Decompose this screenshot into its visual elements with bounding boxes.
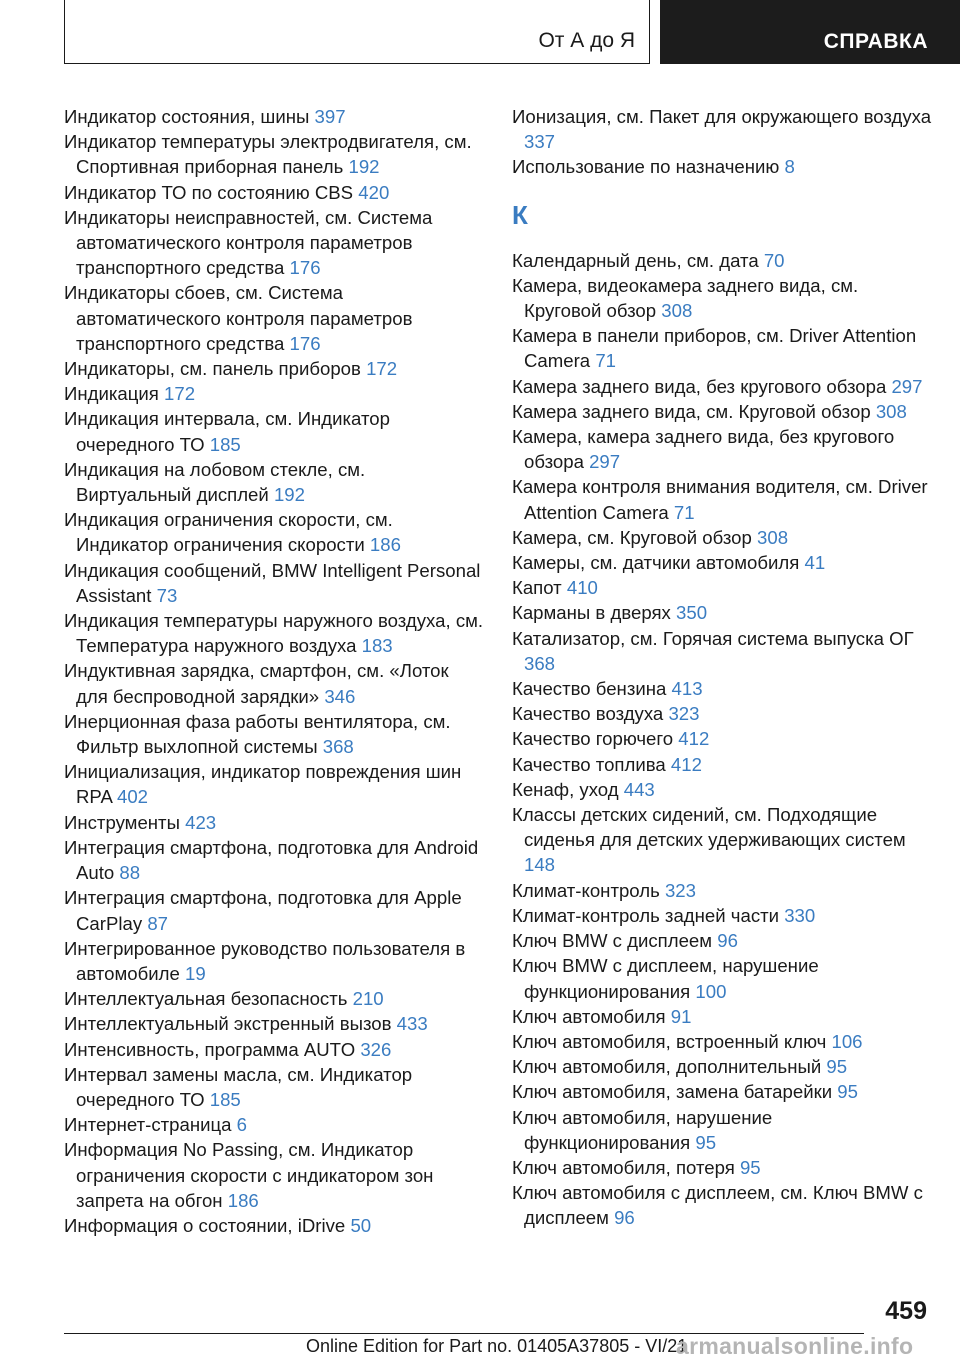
index-entry-text: Камера контроля внимания водителя, см. Driver Attention Camera [512,476,928,523]
page-reference-link[interactable]: 308 [757,526,789,548]
page-reference-link[interactable]: 412 [678,728,710,750]
index-entry-text: Информация No Passing, см. Индикатор ограничения скорости с индикатором зон запрета на обгон [64,1139,434,1211]
index-entry [512,1155,932,1180]
page-reference-link[interactable]: 71 [595,350,616,372]
index-entry-text: Ключ автомобиля, замена батарейки [512,1081,833,1103]
index-entry-text: Ключ автомобиля с дисплеем, см. Ключ BMW с дисплеем [512,1182,923,1229]
page-reference-link[interactable]: 41 [804,552,826,574]
page-reference-link[interactable]: 308 [875,400,907,422]
index-entry [64,1112,484,1137]
index-entry-text: Интегрированное руководство пользователя в автомобиле [64,937,466,984]
index-entry [512,1029,932,1054]
index-entry [512,424,932,474]
page-reference-link[interactable]: 420 [358,181,390,203]
index-entry [64,406,484,456]
page-reference-link[interactable]: 100 [695,980,727,1002]
page-reference-link[interactable]: 95 [695,1131,717,1153]
index-group-k [512,248,932,1231]
index-entry-text: Индуктивная зарядка, смартфон, см. «Лоток для беспроводной зарядки» [64,660,449,707]
index-entry-text: Индикаторы, см. панель приборов [64,358,361,380]
page-reference-link[interactable]: 192 [273,484,305,506]
index-entry-text: Интеграция смартфона, подготовка для Apple CarPlay [64,887,462,934]
page-reference-link[interactable]: 106 [831,1030,863,1052]
index-entry-text: Инициализация, индикатор повреждения шин RPA [64,761,462,808]
index-entry-text: Индикация на лобовом стекле, см. Виртуальный дисплей [64,458,366,506]
page-reference-link[interactable]: 73 [156,584,178,606]
page-reference-link[interactable]: 397 [314,106,346,127]
index-entry [512,802,932,878]
index-entry [512,903,932,928]
index-entry [64,356,484,381]
index-entry [512,953,932,1003]
index-entry [512,626,932,676]
index-entry-text: Индикатор состояния, шины [64,106,310,127]
index-entry [64,457,484,507]
index-entry [512,248,932,273]
index-entry-text: Ключ автомобиля [512,1005,666,1027]
index-entry [64,759,484,809]
index-entry [64,986,484,1011]
index-entry [64,205,484,281]
page-reference-link[interactable]: 337 [524,131,556,153]
page-reference-link[interactable]: 185 [209,1088,241,1110]
page-reference-link[interactable]: 323 [668,703,700,725]
page-reference-link[interactable]: 433 [396,1013,428,1035]
header-section-box [660,0,960,64]
index-entry [512,726,932,751]
index-entry [512,752,932,777]
page-reference-link[interactable]: 95 [739,1156,761,1178]
page-reference-link[interactable]: 443 [623,778,655,800]
index-entry [64,1062,484,1112]
index-entry-text: Ключ автомобиля, нарушение функционирования [512,1106,773,1153]
index-entry [64,1213,484,1238]
index-entry [512,878,932,903]
index-entry-text: Интернет-страница [64,1114,232,1136]
index-entry [512,928,932,953]
page-reference-link[interactable]: 50 [350,1214,372,1236]
index-entry-text: Интенсивность, программа AUTO [64,1038,356,1060]
index-entry-text: Инструменты [64,811,180,833]
page-reference-link[interactable]: 6 [236,1114,247,1136]
page-reference-link[interactable]: 186 [227,1189,259,1211]
index-entry [512,273,932,323]
index-entry-text: Использование по назначению [512,156,780,178]
index-entry [64,658,484,708]
index-entry-text: Интеллектуальный экстренный вызов [64,1013,392,1035]
index-entry [512,104,932,154]
index-entry-text: Индикация ограничения скорости, см. Индикатор ограничения скорости [64,509,393,556]
index-entry [64,885,484,935]
index-entry-text: Ключ автомобиля, встроенный ключ [512,1030,827,1052]
index-entry [512,1004,932,1029]
index-entry-text: Качество бензина [512,678,667,700]
page-reference-link[interactable]: 413 [671,678,703,700]
index-entry-text: Камера заднего вида, без кругового обзора [512,375,887,397]
page-reference-link[interactable]: 186 [369,534,401,556]
page-reference-link[interactable]: 308 [661,300,693,322]
page-reference-link[interactable]: 95 [837,1081,858,1103]
header-tab-label: От А до Я [538,29,635,52]
page-reference-link[interactable]: 346 [324,685,356,707]
index-entry-text: Интеграция смартфона, подготовка для Android Auto [64,836,479,884]
index-entry-text: Качество топлива [512,753,666,775]
page-reference-link[interactable]: 70 [763,249,785,271]
index-entry-text: Качество воздуха [512,703,664,725]
page-reference-link[interactable]: 192 [348,156,380,178]
index-entry [64,1137,484,1213]
page-reference-link[interactable]: 210 [352,988,384,1010]
index-entry [64,280,484,356]
page-reference-link[interactable]: 91 [670,1005,692,1027]
index-entry-text: Ключ BMW с дисплеем, нарушение функционирования [512,955,819,1002]
page-reference-link[interactable]: 172 [366,358,398,380]
index-entry [64,835,484,885]
index-entry-text: Индикаторы сбоев, см. Система автоматического контроля параметров транспортного средства [64,282,413,354]
index-entry [512,701,932,726]
page-reference-link[interactable]: 19 [184,962,206,984]
section-letter: К [512,199,528,230]
page-reference-link[interactable]: 176 [289,332,321,354]
index-entry-text: Интеллектуальная безопасность [64,988,348,1010]
index-entry [512,575,932,600]
page-reference-link[interactable]: 95 [826,1056,848,1078]
index-entry [64,180,484,205]
page-reference-link[interactable]: 176 [289,257,321,279]
index-entry [512,1180,932,1230]
index-entry [512,525,932,550]
index-entry [64,936,484,986]
index-entry-text: Индикаторы неисправностей, см. Система автоматического контроля параметров транспортного средства [64,206,433,279]
page-reference-link[interactable]: 350 [676,602,708,624]
index-group-i-continued [512,104,932,180]
page-reference-link[interactable]: 297 [891,375,923,397]
index-entry-text: Камера, см. Круговой обзор [512,526,752,548]
page-reference-link[interactable]: 368 [524,652,556,674]
index-entry-text: Качество горючего [512,728,674,750]
index-entry-text: Камера заднего вида, см. Круговой обзор [512,400,871,422]
index-entry [512,550,932,575]
page-reference-link[interactable]: 410 [566,577,598,599]
index-entry [512,1105,932,1155]
index-entry-text: Ключ BMW с дисплеем [512,930,713,952]
index-entry [512,676,932,701]
index-entry-text: Индикация интервала, см. Индикатор очередного ТО [64,408,390,455]
page-reference-link[interactable]: 368 [322,736,354,758]
index-column-left [64,104,484,1238]
index-entry [64,1011,484,1036]
page-reference-link[interactable]: 172 [164,383,196,405]
index-entry-text: Ключ автомобиля, потеря [512,1156,735,1178]
page-reference-link[interactable]: 96 [717,930,738,952]
index-entry [512,474,932,524]
index-entry [512,1054,932,1079]
page-reference-link[interactable]: 87 [147,912,168,934]
page-reference-link[interactable]: 402 [117,786,149,808]
index-entry [512,777,932,802]
index-entry [512,323,932,373]
index-entry-text: Информация о состоянии, iDrive [64,1214,346,1236]
index-entry [64,104,484,129]
page-reference-link[interactable]: 412 [670,753,702,775]
page-reference-link[interactable]: 423 [185,811,217,833]
index-entry-text: Камера, камера заднего вида, без кругового обзора [512,426,895,473]
index-entry [64,558,484,608]
index-entry-text: Ионизация, см. Пакет для окружающего воздуха [512,106,932,127]
index-entry-text: Кенаф, уход [512,778,619,800]
index-entry-text: Климат-контроль [512,879,660,901]
index-entry [64,608,484,658]
index-entry [512,600,932,625]
page-reference-link[interactable]: 323 [664,879,696,901]
page-reference-link[interactable]: 96 [614,1207,635,1229]
watermark-logo: armanualsonline.info [676,1333,914,1359]
index-entry-text: Катализатор, см. Горячая система выпуска ОГ [512,627,914,649]
index-entry-text: Индикация температуры наружного воздуха, см. Температура наружного воздуха [64,610,484,657]
edition-footer: Online Edition for Part no. 01405A37805 - VI/21 [306,1336,688,1356]
page-reference-link[interactable]: 185 [209,433,241,455]
page-reference-link[interactable]: 8 [784,156,795,178]
page-reference-link[interactable]: 148 [524,854,556,876]
header-tab-box [64,0,650,64]
index-entry-text: Индикатор ТО по состоянию CBS [64,181,354,203]
index-entry-text: Камеры, см. датчики автомобиля [512,552,800,574]
index-entry [64,381,484,406]
index-entry [512,154,932,179]
index-entry [512,399,932,424]
index-entry [512,1079,932,1104]
index-entry-text: Индикатор температуры электродвигателя, см. Спортивная приборная панель [64,131,472,178]
index-entry [64,507,484,557]
index-entry-text: Карманы в дверях [512,602,671,624]
page-reference-link[interactable]: 326 [360,1038,392,1060]
index-entry-text: Ключ автомобиля, дополнительный [512,1056,822,1078]
section-title: СПРАВКА [823,30,928,53]
index-entry-text: Индикация сообщений, BMW Intelligent Personal Assistant [64,559,481,606]
index-entry [64,1037,484,1062]
page-reference-link[interactable]: 297 [589,451,621,473]
index-entry-text: Индикация [64,383,159,405]
page-number: 459 [885,1297,927,1325]
index-column-right [512,104,932,1231]
page-reference-link[interactable]: 183 [361,635,393,657]
index-entry [64,129,484,179]
index-entry-text: Классы детских сидений, см. Подходящие сиденья для детских удерживающих систем [512,804,906,851]
index-entry [64,709,484,759]
page-reference-link[interactable]: 330 [784,904,816,926]
index-entry-text: Климат-контроль задней части [512,904,780,926]
index-entry [64,810,484,835]
page-reference-link[interactable]: 88 [119,862,141,884]
index-entry-text: Капот [512,577,562,599]
index-entry-text: Камера в панели приборов, см. Driver Attention Camera [512,325,917,372]
index-entry-text: Инерционная фаза работы вентилятора, см. Фильтр выхлопной системы [64,710,451,758]
index-entry-text: Интервал замены масла, см. Индикатор очередного ТО [64,1063,413,1110]
index-entry [512,374,932,399]
index-entry-text: Камера, видеокамера заднего вида, см. Круговой обзор [512,274,859,322]
page-reference-link[interactable]: 71 [673,501,695,523]
index-entry-text: Календарный день, см. дата [512,249,759,271]
